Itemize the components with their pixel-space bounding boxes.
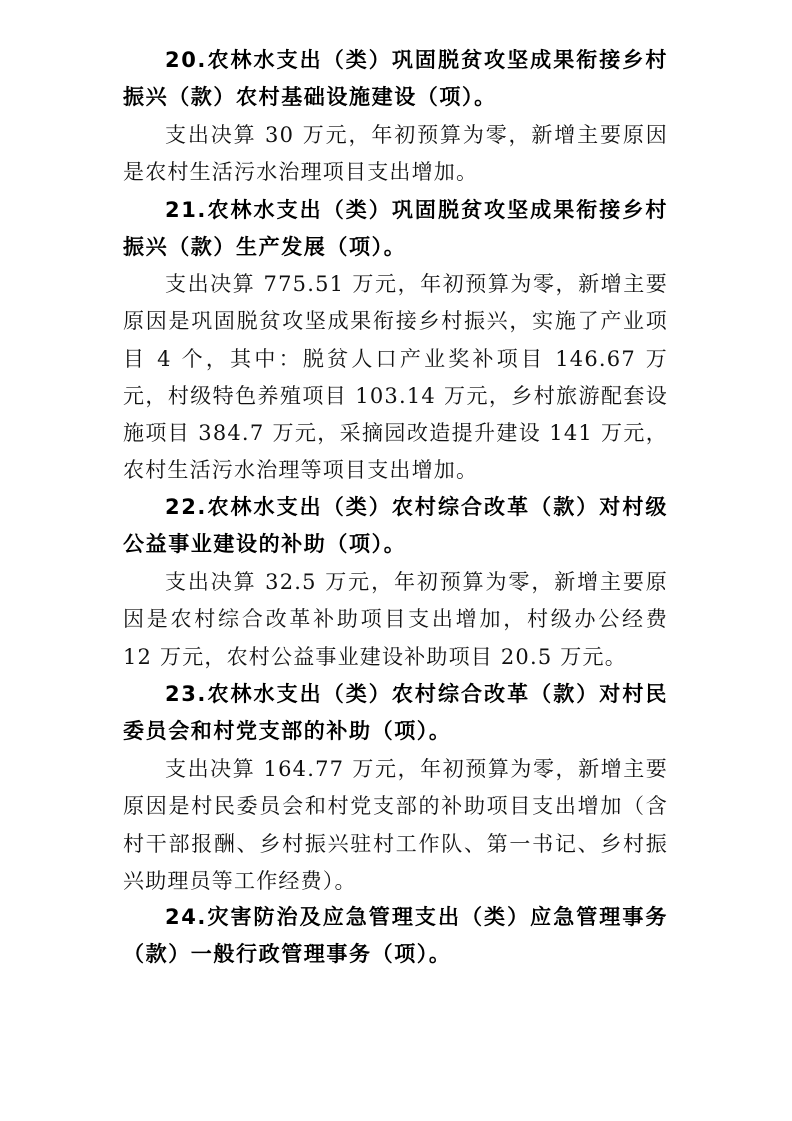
paragraph-21-body: 支出决算 775.51 万元，年初预算为零，新增主要原因是巩固脱贫攻坚成果衔接乡村振兴，实施了产业项目 4 个，其中：脱贫人口产业奖补项目 146.67 万元，村级特色养殖项目 103.14 万元，乡村旅游配套设施项目 384.7 万元，采摘园改造提升建设 141 万元，农村生活污水治理等项目支出增加。 [123,272,668,483]
paragraph-20-body: 支出决算 30 万元，年初预算为零，新增主要原因是农村生活污水治理项目支出增加。 [123,123,668,185]
section-heading-20: 20.农林水支出（类）巩固脱贫攻坚成果衔接乡村振兴（款）农村基础设施建设（项）。 [123,48,668,110]
section-heading-23: 23.农林水支出（类）农村综合改革（款）对村民委员会和村党支部的补助（项）。 [123,682,668,744]
paragraph-23-body: 支出决算 164.77 万元，年初预算为零，新增主要原因是村民委员会和村党支部的补助项目支出增加（含村干部报酬、乡村振兴驻村工作队、第一书记、乡村振兴助理员等工作经费）。 [123,757,668,893]
section-heading-22: 22.农林水支出（类）农村综合改革（款）对村级公益事业建设的补助（项）。 [123,495,668,557]
paragraph-22-body: 支出决算 32.5 万元，年初预算为零，新增主要原因是农村综合改革补助项目支出增加，村级办公经费 12 万元，农村公益事业建设补助项目 20.5 万元。 [123,570,668,669]
section-heading-24: 24.灾害防治及应急管理支出（类）应急管理事务（款）一般行政管理事务（项）。 [123,905,668,967]
section-heading-21: 21.农林水支出（类）巩固脱贫攻坚成果衔接乡村振兴（款）生产发展（项）。 [123,198,668,260]
